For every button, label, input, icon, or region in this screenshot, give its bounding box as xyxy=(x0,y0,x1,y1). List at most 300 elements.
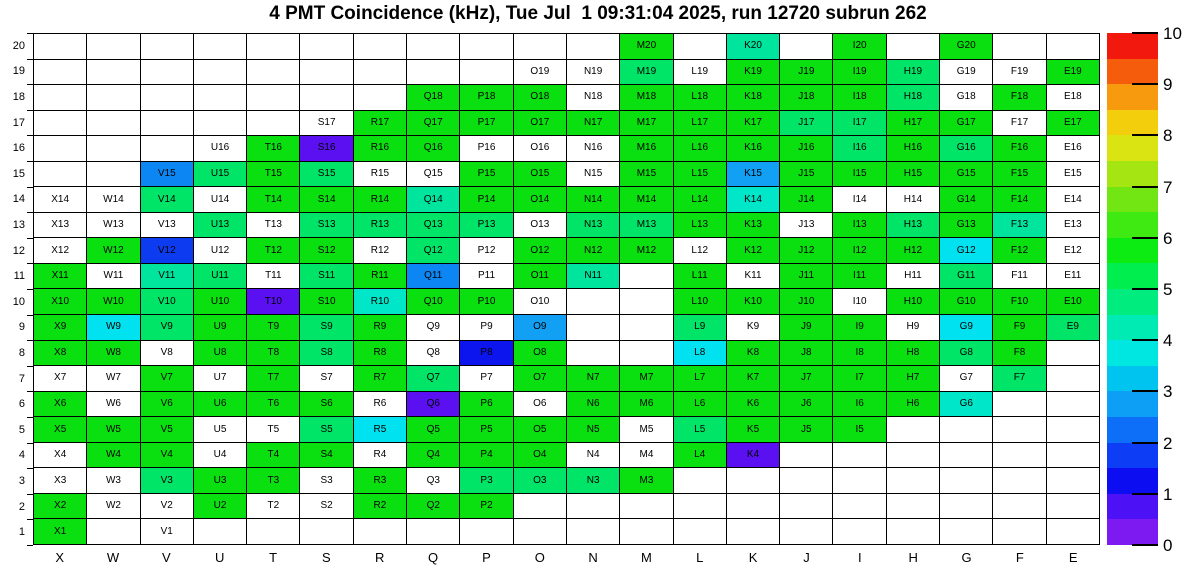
cell-M1-empty xyxy=(620,519,672,544)
cell-V4: V4 xyxy=(141,443,193,468)
cell-L12: L12 xyxy=(674,238,726,263)
cell-H4-empty xyxy=(887,443,939,468)
cell-X14: X14 xyxy=(34,187,86,212)
cell-T13: T13 xyxy=(247,213,299,238)
colorbar-band xyxy=(1107,443,1158,469)
cell-K3-empty xyxy=(727,468,779,493)
cell-L1-empty xyxy=(674,519,726,544)
cell-P8: P8 xyxy=(460,341,512,366)
cell-S19-empty xyxy=(300,60,352,85)
cell-S6: S6 xyxy=(300,392,352,417)
cell-M17: M17 xyxy=(620,111,672,136)
cell-O11: O11 xyxy=(514,264,566,289)
cell-E1-empty xyxy=(1047,519,1099,544)
cell-G15: G15 xyxy=(940,162,992,187)
cell-J6: J6 xyxy=(780,392,832,417)
cell-N3: N3 xyxy=(567,468,619,493)
cell-O5: O5 xyxy=(514,417,566,442)
cell-P20-empty xyxy=(460,34,512,59)
cell-O12: O12 xyxy=(514,238,566,263)
cell-V14: V14 xyxy=(141,187,193,212)
cell-V12: V12 xyxy=(141,238,193,263)
cell-K16: K16 xyxy=(727,136,779,161)
cell-N2-empty xyxy=(567,494,619,519)
cell-M5: M5 xyxy=(620,417,672,442)
cell-J14: J14 xyxy=(780,187,832,212)
cell-V6: V6 xyxy=(141,392,193,417)
cell-K19: K19 xyxy=(727,60,779,85)
cell-H3-empty xyxy=(887,468,939,493)
cell-V11: V11 xyxy=(141,264,193,289)
cell-G6: G6 xyxy=(940,392,992,417)
colorbar-tick-5 xyxy=(1132,288,1158,290)
y-axis-tick xyxy=(27,545,33,546)
cell-S1-empty xyxy=(300,519,352,544)
colorbar-band xyxy=(1107,84,1158,110)
cell-H2-empty xyxy=(887,494,939,519)
cell-U16: U16 xyxy=(194,136,246,161)
cell-S14: S14 xyxy=(300,187,352,212)
col-label-F: F xyxy=(1015,550,1024,565)
cell-M20: M20 xyxy=(620,34,672,59)
cell-G19: G19 xyxy=(940,60,992,85)
cell-P4: P4 xyxy=(460,443,512,468)
cell-S10: S10 xyxy=(300,289,352,314)
cell-K20: K20 xyxy=(727,34,779,59)
cell-J17: J17 xyxy=(780,111,832,136)
colorbar-tick-label-3: 3 xyxy=(1163,382,1173,402)
cell-U3: U3 xyxy=(194,468,246,493)
cell-I5: I5 xyxy=(833,417,885,442)
colorbar-tick-0 xyxy=(1132,544,1158,546)
cell-G7: G7 xyxy=(940,366,992,391)
cell-F1-empty xyxy=(993,519,1045,544)
colorbar-tick-label-10: 10 xyxy=(1163,24,1182,43)
colorbar-tick-3 xyxy=(1132,390,1158,392)
cell-I1-empty xyxy=(833,519,885,544)
cell-M7: M7 xyxy=(620,366,672,391)
row-label-18: 18 xyxy=(12,91,25,103)
cell-V9: V9 xyxy=(141,315,193,340)
cell-S4: S4 xyxy=(300,443,352,468)
cell-T4: T4 xyxy=(247,443,299,468)
cell-G16: G16 xyxy=(940,136,992,161)
col-label-W: W xyxy=(106,550,120,565)
cell-O14: O14 xyxy=(514,187,566,212)
cell-Q9: Q9 xyxy=(407,315,459,340)
cell-E3-empty xyxy=(1047,468,1099,493)
cell-K17: K17 xyxy=(727,111,779,136)
cell-R20-empty xyxy=(354,34,406,59)
cell-U19-empty xyxy=(194,60,246,85)
cell-T17-empty xyxy=(247,111,299,136)
cell-O10: O10 xyxy=(514,289,566,314)
cell-R12: R12 xyxy=(354,238,406,263)
cell-J4-empty xyxy=(780,443,832,468)
cell-X18-empty xyxy=(34,85,86,110)
cell-J18: J18 xyxy=(780,85,832,110)
cell-E19: E19 xyxy=(1047,60,1099,85)
cell-I18: I18 xyxy=(833,85,885,110)
cell-J7: J7 xyxy=(780,366,832,391)
cell-K12: K12 xyxy=(727,238,779,263)
row-label-17: 17 xyxy=(12,116,25,129)
cell-X11: X11 xyxy=(34,264,86,289)
cell-V19-empty xyxy=(141,60,193,85)
cell-N6: N6 xyxy=(567,392,619,417)
cell-Q3: Q3 xyxy=(407,468,459,493)
colorbar-band xyxy=(1107,366,1158,392)
cell-E10: E10 xyxy=(1047,289,1099,314)
row-label-1: 1 xyxy=(18,526,25,539)
cell-H5-empty xyxy=(887,417,939,442)
cell-R4: R4 xyxy=(354,443,406,468)
cell-L3-empty xyxy=(674,468,726,493)
cell-J15: J15 xyxy=(780,162,832,187)
cell-F5-empty xyxy=(993,417,1045,442)
cell-R19-empty xyxy=(354,60,406,85)
cell-G10: G10 xyxy=(940,289,992,314)
cell-J16: J16 xyxy=(780,136,832,161)
colorbar-tick-label-0: 0 xyxy=(1163,536,1173,555)
cell-P19-empty xyxy=(460,60,512,85)
cell-J13: J13 xyxy=(780,213,832,238)
cell-W14: W14 xyxy=(87,187,139,212)
cell-L11: L11 xyxy=(674,264,726,289)
cell-S20-empty xyxy=(300,34,352,59)
cell-Q10: Q10 xyxy=(407,289,459,314)
cell-W11: W11 xyxy=(87,264,139,289)
cell-I10: I10 xyxy=(833,289,885,314)
cell-L14: L14 xyxy=(674,187,726,212)
cell-X7: X7 xyxy=(34,366,86,391)
cell-O6: O6 xyxy=(514,392,566,417)
cell-G3-empty xyxy=(940,468,992,493)
cell-W6: W6 xyxy=(87,392,139,417)
cell-H9: H9 xyxy=(887,315,939,340)
cell-K18: K18 xyxy=(727,85,779,110)
cell-P2: P2 xyxy=(460,494,512,519)
cell-R10: R10 xyxy=(354,289,406,314)
cell-G8: G8 xyxy=(940,341,992,366)
cell-J19: J19 xyxy=(780,60,832,85)
cell-G2-empty xyxy=(940,494,992,519)
cell-F13: F13 xyxy=(993,213,1045,238)
cell-P17: P17 xyxy=(460,111,512,136)
cell-X5: X5 xyxy=(34,417,86,442)
cell-E15: E15 xyxy=(1047,162,1099,187)
cell-M9-empty xyxy=(620,315,672,340)
cell-I12: I12 xyxy=(833,238,885,263)
cell-R17: R17 xyxy=(354,111,406,136)
colorbar-tick-label-7: 7 xyxy=(1163,177,1173,197)
cell-V8: V8 xyxy=(141,341,193,366)
col-label-P: P xyxy=(482,550,491,565)
cell-E11: E11 xyxy=(1047,264,1099,289)
cell-X15-empty xyxy=(34,162,86,187)
cell-F11: F11 xyxy=(993,264,1045,289)
cell-S18-empty xyxy=(300,85,352,110)
cell-W16-empty xyxy=(87,136,139,161)
cell-G11: G11 xyxy=(940,264,992,289)
cell-H16: H16 xyxy=(887,136,939,161)
cell-U12: U12 xyxy=(194,238,246,263)
cell-T3: T3 xyxy=(247,468,299,493)
cell-F10: F10 xyxy=(993,289,1045,314)
cell-Q2: Q2 xyxy=(407,494,459,519)
cell-X13: X13 xyxy=(34,213,86,238)
cell-N5: N5 xyxy=(567,417,619,442)
cell-S15: S15 xyxy=(300,162,352,187)
cell-T14: T14 xyxy=(247,187,299,212)
cell-N4: N4 xyxy=(567,443,619,468)
cell-K7: K7 xyxy=(727,366,779,391)
cell-N16: N16 xyxy=(567,136,619,161)
cell-S5: S5 xyxy=(300,417,352,442)
colorbar-band xyxy=(1107,110,1158,136)
cell-E4-empty xyxy=(1047,443,1099,468)
cell-X4: X4 xyxy=(34,443,86,468)
cell-F16: F16 xyxy=(993,136,1045,161)
col-label-Q: Q xyxy=(428,550,439,565)
cell-N8-empty xyxy=(567,341,619,366)
cell-M10-empty xyxy=(620,289,672,314)
cell-W18-empty xyxy=(87,85,139,110)
cell-S11: S11 xyxy=(300,264,352,289)
cell-J1-empty xyxy=(780,519,832,544)
cell-W17-empty xyxy=(87,111,139,136)
cell-N12: N12 xyxy=(567,238,619,263)
cell-P18: P18 xyxy=(460,85,512,110)
cell-R16: R16 xyxy=(354,136,406,161)
cell-P10: P10 xyxy=(460,289,512,314)
colorbar-band xyxy=(1107,289,1158,315)
cell-H19: H19 xyxy=(887,60,939,85)
cell-V13: V13 xyxy=(141,213,193,238)
colorbar-tick-9 xyxy=(1132,83,1158,85)
col-label-E: E xyxy=(1068,550,1078,565)
cell-T1-empty xyxy=(247,519,299,544)
cell-F17: F17 xyxy=(993,111,1045,136)
cell-I17: I17 xyxy=(833,111,885,136)
cell-S9: S9 xyxy=(300,315,352,340)
cell-M6: M6 xyxy=(620,392,672,417)
cell-L10: L10 xyxy=(674,289,726,314)
cell-K6: K6 xyxy=(727,392,779,417)
cell-P15: P15 xyxy=(460,162,512,187)
cell-S12: S12 xyxy=(300,238,352,263)
cell-H6: H6 xyxy=(887,392,939,417)
cell-T16: T16 xyxy=(247,136,299,161)
cell-R5: R5 xyxy=(354,417,406,442)
cell-J11: J11 xyxy=(780,264,832,289)
cell-V10: V10 xyxy=(141,289,193,314)
cell-E7-empty xyxy=(1047,366,1099,391)
row-label-12: 12 xyxy=(12,244,25,257)
cell-O19: O19 xyxy=(514,60,566,85)
cell-W20-empty xyxy=(87,34,139,59)
cell-R15: R15 xyxy=(354,162,406,187)
colorbar-band xyxy=(1107,135,1158,161)
cell-J10: J10 xyxy=(780,289,832,314)
col-label-S: S xyxy=(322,550,331,565)
cell-H10: H10 xyxy=(887,289,939,314)
col-label-X: X xyxy=(55,550,64,565)
cell-M2-empty xyxy=(620,494,672,519)
cell-T5: T5 xyxy=(247,417,299,442)
cell-W1-empty xyxy=(87,519,139,544)
cell-Q6: Q6 xyxy=(407,392,459,417)
cell-L16: L16 xyxy=(674,136,726,161)
cell-Q13: Q13 xyxy=(407,213,459,238)
cell-N15: N15 xyxy=(567,162,619,187)
cell-G17: G17 xyxy=(940,111,992,136)
cell-O18: O18 xyxy=(514,85,566,110)
cell-U4: U4 xyxy=(194,443,246,468)
cell-R2: R2 xyxy=(354,494,406,519)
cell-S17: S17 xyxy=(300,111,352,136)
cell-G9: G9 xyxy=(940,315,992,340)
cell-U15: U15 xyxy=(194,162,246,187)
cell-R13: R13 xyxy=(354,213,406,238)
cell-Q16: Q16 xyxy=(407,136,459,161)
cell-Q17: Q17 xyxy=(407,111,459,136)
cell-W5: W5 xyxy=(87,417,139,442)
cell-P16: P16 xyxy=(460,136,512,161)
cell-U9: U9 xyxy=(194,315,246,340)
cell-K10: K10 xyxy=(727,289,779,314)
cell-M11-empty xyxy=(620,264,672,289)
row-label-5: 5 xyxy=(18,423,25,436)
cell-V20-empty xyxy=(141,34,193,59)
cell-E2-empty xyxy=(1047,494,1099,519)
cell-O8: O8 xyxy=(514,341,566,366)
cell-K8: K8 xyxy=(727,341,779,366)
cell-N18: N18 xyxy=(567,85,619,110)
cell-E16: E16 xyxy=(1047,136,1099,161)
cell-F3-empty xyxy=(993,468,1045,493)
cell-X10: X10 xyxy=(34,289,86,314)
cell-I6: I6 xyxy=(833,392,885,417)
cell-O13: O13 xyxy=(514,213,566,238)
cell-I3-empty xyxy=(833,468,885,493)
cell-F14: F14 xyxy=(993,187,1045,212)
col-label-G: G xyxy=(961,550,972,565)
colorbar-tick-2 xyxy=(1132,442,1158,444)
cell-H8: H8 xyxy=(887,341,939,366)
cell-H15: H15 xyxy=(887,162,939,187)
cell-F8: F8 xyxy=(993,341,1045,366)
cell-J20-empty xyxy=(780,34,832,59)
cell-F12: F12 xyxy=(993,238,1045,263)
cell-N20-empty xyxy=(567,34,619,59)
cell-K2-empty xyxy=(727,494,779,519)
colorbar-band xyxy=(1107,468,1158,494)
cell-F2-empty xyxy=(993,494,1045,519)
cell-T20-empty xyxy=(247,34,299,59)
cell-X19-empty xyxy=(34,60,86,85)
cell-P11: P11 xyxy=(460,264,512,289)
cell-I15: I15 xyxy=(833,162,885,187)
cell-O17: O17 xyxy=(514,111,566,136)
cell-I2-empty xyxy=(833,494,885,519)
cell-N7: N7 xyxy=(567,366,619,391)
cell-U11: U11 xyxy=(194,264,246,289)
cell-E13: E13 xyxy=(1047,213,1099,238)
cell-H17: H17 xyxy=(887,111,939,136)
cell-T2: T2 xyxy=(247,494,299,519)
cell-S8: S8 xyxy=(300,341,352,366)
cell-O3: O3 xyxy=(514,468,566,493)
cell-N17: N17 xyxy=(567,111,619,136)
cell-T8: T8 xyxy=(247,341,299,366)
cell-L20-empty xyxy=(674,34,726,59)
cell-R1-empty xyxy=(354,519,406,544)
cell-P1-empty xyxy=(460,519,512,544)
cell-P13: P13 xyxy=(460,213,512,238)
row-label-8: 8 xyxy=(18,347,25,359)
cell-H12: H12 xyxy=(887,238,939,263)
cell-R8: R8 xyxy=(354,341,406,366)
row-label-9: 9 xyxy=(18,321,25,334)
colorbar-tick-6 xyxy=(1132,237,1158,239)
cell-F7: F7 xyxy=(993,366,1045,391)
cell-I4-empty xyxy=(833,443,885,468)
cell-S7: S7 xyxy=(300,366,352,391)
cell-W12: W12 xyxy=(87,238,139,263)
cell-W10: W10 xyxy=(87,289,139,314)
cell-W9: W9 xyxy=(87,315,139,340)
cell-H13: H13 xyxy=(887,213,939,238)
cell-W8: W8 xyxy=(87,341,139,366)
cell-H18: H18 xyxy=(887,85,939,110)
cell-W15-empty xyxy=(87,162,139,187)
cell-E8-empty xyxy=(1047,341,1099,366)
col-label-N: N xyxy=(588,550,598,565)
cell-X6: X6 xyxy=(34,392,86,417)
cell-I13: I13 xyxy=(833,213,885,238)
colorbar-tick-label-1: 1 xyxy=(1163,484,1173,504)
cell-I11: I11 xyxy=(833,264,885,289)
row-label-14: 14 xyxy=(12,193,25,206)
cell-I16: I16 xyxy=(833,136,885,161)
cell-T18-empty xyxy=(247,85,299,110)
cell-G1-empty xyxy=(940,519,992,544)
row-label-11: 11 xyxy=(13,270,25,283)
cell-E12: E12 xyxy=(1047,238,1099,263)
cell-L5: L5 xyxy=(674,417,726,442)
cell-J5: J5 xyxy=(780,417,832,442)
row-label-19: 19 xyxy=(12,65,25,78)
col-label-M: M xyxy=(641,550,652,565)
cell-G20: G20 xyxy=(940,34,992,59)
cell-Q4: Q4 xyxy=(407,443,459,468)
col-label-O: O xyxy=(534,550,545,565)
cell-R3: R3 xyxy=(354,468,406,493)
cell-M4: M4 xyxy=(620,443,672,468)
col-label-R: R xyxy=(375,550,385,565)
cell-W4: W4 xyxy=(87,443,139,468)
row-label-3: 3 xyxy=(18,475,25,487)
cell-V18-empty xyxy=(141,85,193,110)
cell-L13: L13 xyxy=(674,213,726,238)
cell-T11: T11 xyxy=(247,264,299,289)
cell-O20-empty xyxy=(514,34,566,59)
cell-X8: X8 xyxy=(34,341,86,366)
cell-S13: S13 xyxy=(300,213,352,238)
cell-Q7: Q7 xyxy=(407,366,459,391)
cell-O9: O9 xyxy=(514,315,566,340)
